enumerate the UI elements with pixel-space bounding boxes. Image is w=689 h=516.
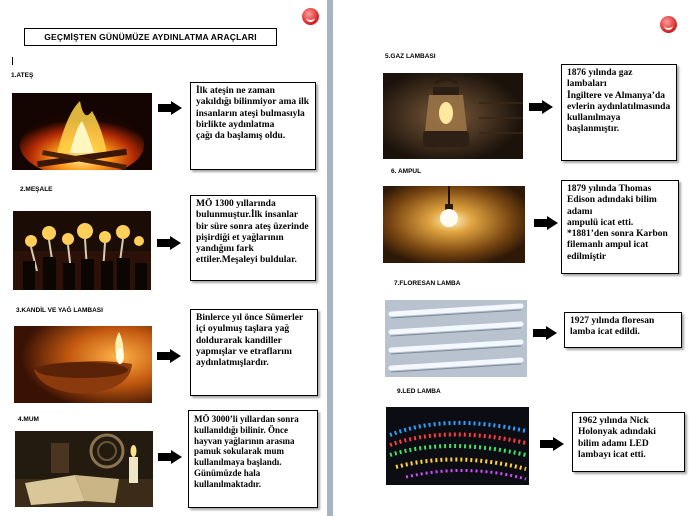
arrow-right-icon: [533, 326, 557, 340]
smiley-icon: [302, 8, 319, 25]
text-box-mesale: MÖ 1300 yıllarında bulunmuştur.İlk insanlar bir süre sonra ateş üzerinde pişirdiği et yağlarının yandığını fark ettiler.Meşaleyi buldular.: [190, 195, 316, 281]
arrow-right-icon: [158, 101, 182, 115]
item-label-gaz-lambasi: 5.GAZ LAMBASI: [385, 53, 436, 60]
text-box-led: 1962 yılında Nick Holonyak adındaki bilim adamı LED lambayı icat etti.: [572, 412, 685, 472]
arrow-right-icon: [157, 236, 181, 250]
item-label-kandil: 3.KANDİL VE YAĞ LAMBASI: [16, 307, 103, 314]
item-label-mum: 4.MUM: [18, 416, 39, 423]
text-box-kandil: Binlerce yıl önce Sümerler içi oyulmuş taşlara yağ doldurarak kandiller yapmışlar ve etraflarını aydınlatmışlardır.: [190, 309, 318, 396]
left-page: [0, 0, 327, 516]
item-label-led: 9.LED LAMBA: [397, 388, 441, 395]
arrow-right-icon: [157, 349, 181, 363]
text-cursor: [12, 57, 13, 65]
right-page: [333, 0, 689, 516]
item-label-floresan: 7.FLORESAN LAMBA: [394, 280, 461, 287]
text-box-floresan: 1927 yılında floresan lamba icat edildi.: [564, 312, 682, 348]
arrow-right-icon: [534, 216, 558, 230]
item-label-mesale: 2.MEŞALE: [20, 186, 53, 193]
text-box-mum: MÖ 3000’li yıllardan sonra kullanıldığı bilinir. Önce hayvan yağlarının arasına pamuk sokularak mum kullanılmaya başlandı. Günümüzde hala kullanılmaktadır.: [188, 410, 318, 508]
light-bulb-photo: [383, 186, 525, 263]
smiley-icon: [660, 16, 677, 33]
text-box-ates: İlk ateşin ne zaman yakıldığı bilinmiyor ama ilk insanların ateşi bulmasıyla birlikte aydınlatma çağı da başlamış oldu.: [190, 82, 316, 170]
text-box-gaz-lambasi: 1876 yılında gaz lambaları İngiltere ve Almanya’da evlerin aydınlatılmasında kullanılmaya başlanmıştır.: [561, 64, 677, 161]
torch-photo: [13, 211, 151, 290]
text-box-ampul: 1879 yılında Thomas Edison adındaki bilim adamı ampulü icat etti. *1881’den sonra Karbon filemanlı ampul icat edilmiştir: [561, 180, 679, 274]
page-title: GEÇMİŞTEN GÜNÜMÜZE AYDINLATMA ARAÇLARI: [24, 28, 277, 46]
candle-photo: [15, 431, 153, 507]
item-label-ates: 1.ATEŞ: [11, 72, 34, 79]
gas-lamp-photo: [383, 73, 523, 159]
fire-photo: [12, 93, 152, 170]
arrow-right-icon: [529, 100, 553, 114]
oil-lamp-photo: [14, 326, 152, 403]
arrow-right-icon: [158, 450, 182, 464]
arrow-right-icon: [540, 437, 564, 451]
led-lamp-photo: [386, 407, 529, 485]
fluorescent-lamp-photo: [385, 300, 527, 377]
item-label-ampul: 6. AMPUL: [391, 168, 422, 175]
